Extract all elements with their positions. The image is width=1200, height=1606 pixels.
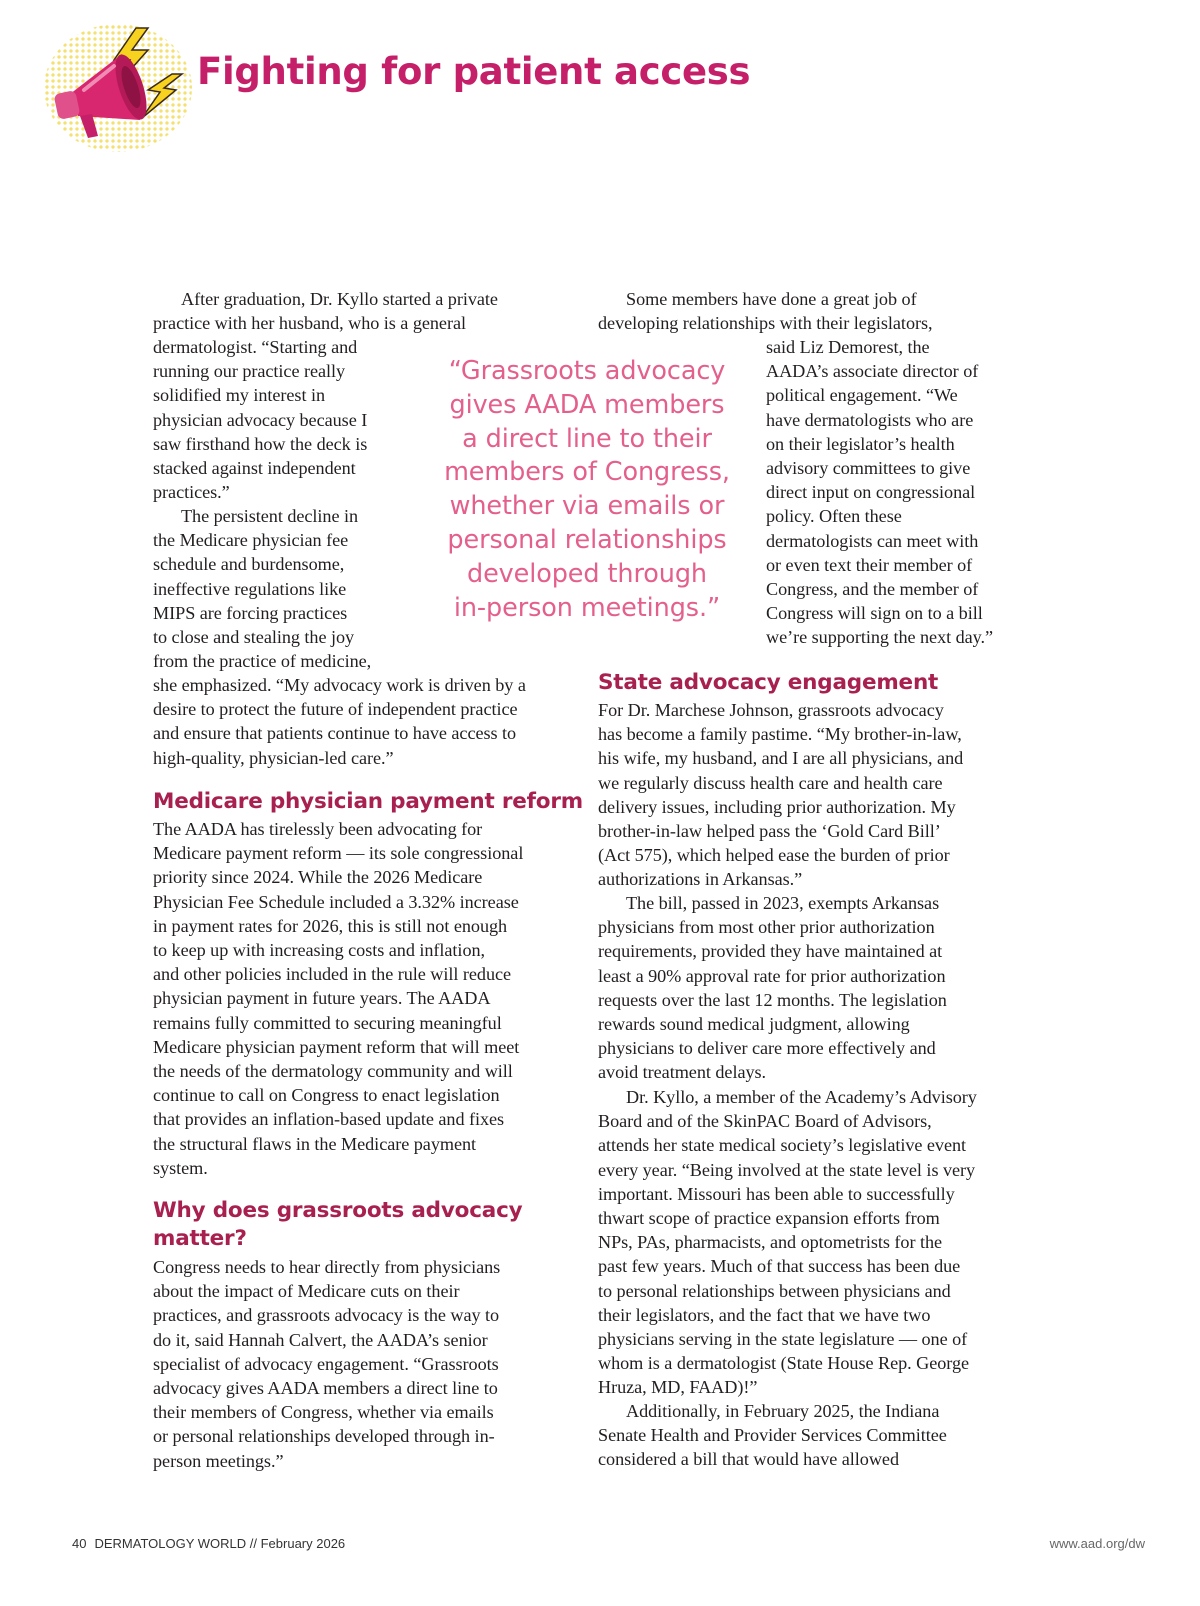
paragraph-kyllo-state: Dr. Kyllo, a member of the Academy’s Advisory Board and of the SkinPAC Board of Advisors, attends her state medical society’s legislative event every year. “Being involved at the state level is very important. Missouri has been able to successfully thwart scope of practice expansion efforts from NPs, PAs, pharmacists, and optometrists for the past few years. Much of that success has been due to personal relationships between physicians and their legislators, and the fact that we have two physicians serving in the state legislature — one of whom is a dermatologist (State House Rep. George Hruza, MD, FAAD)!”: [598, 1087, 977, 1398]
heading-state-advocacy: State advocacy engagement: [598, 670, 939, 695]
left-decline-end: she emphasized. “My advocacy work is driven by a desire to protect the future of independent practice and ensure that patients continue to have access to high-quality, physician-led care.”: [153, 675, 526, 768]
megaphone-illustration: [44, 20, 194, 150]
footer-url: www.aad.org/dw: [1049, 1536, 1145, 1551]
page-number: 40: [72, 1536, 87, 1551]
left-intro-paragraph: After graduation, Dr. Kyllo started a private practice with her husband, who is a general: [153, 289, 498, 334]
paragraph-johnson: For Dr. Marchese Johnson, grassroots advocacy has become a family pastime. “My brother-in-law, his wife, my husband, and I are all physicians, and we regularly discuss health care and health care delivery issues, including prior authorization. My brother-in-law helped pass the ‘Gold Card Bill’ (Act 575), which helped ease the burden of prior authorizations in Arkansas.”: [598, 700, 964, 890]
right-liz-wrap: said Liz Demorest, the AADA’s associate director of political engagement. “We have dermatologists who are on their legislator’s health advisory committees to give direct input on congressional policy. Often these dermatologists can meet with or even text their member of Congress, and the member of Congress will sign on to a bill we’re supporting the next day.”: [766, 337, 994, 648]
paragraph-medicare-reform: The AADA has tirelessly been advocating for Medicare payment reform — its sole congressional priority since 2024. While the 2026 Medicare Physician Fee Schedule included a 3.32% increase in payment rates for 2026, this is still not enough to keep up with increasing costs and inflation, and other policies included in the rule will reduce physician payment in future years. The AADA remains fully committed to securing meaningful Medicare physician payment reform that will meet the needs of the dermatology community and will continue to call on Congress to enact legislation that provides an inflation-based update and fixes the structural flaws in the Medicare payment system.: [153, 819, 524, 1178]
paragraph-gold-card-bill: The bill, passed in 2023, exempts Arkansas physicians from most other prior authorization requirements, provided they have maintained at least a 90% approval rate for prior authorization requests over the last 12 months. The legislation rewards sound medical judgment, allowing physicians to deliver care more effectively and avoid treatment delays.: [598, 893, 947, 1083]
megaphone-icon: [44, 20, 194, 150]
article-title: Fighting for patient access: [197, 50, 751, 93]
left-quote-wrap: dermatologist. “Starting and running our practice really solidified my interest in physician advocacy because I saw firsthand how the deck is stacked against independent practices.”: [153, 337, 368, 503]
heading-why-grassroots: Why does grassroots advocacy matter?: [153, 1198, 523, 1251]
paragraph-indiana: Additionally, in February 2025, the Indiana Senate Health and Provider Services Committee considered a bill that would have allowed: [598, 1401, 947, 1470]
pull-quote: “Grassroots advocacy gives AADA members a direct line to their members of Congress, whether via emails or personal relationships developed through in-person meetings.”: [444, 356, 730, 623]
paragraph-grassroots: Congress needs to hear directly from physicians about the impact of Medicare cuts on their practices, and grassroots advocacy is the way to do it, said Hannah Calvert, the AADA’s senior specialist of advocacy engagement. “Grassroots advocacy gives AADA members a direct line to their members of Congress, whether via emails or personal relationships developed through in- person meetings.”: [153, 1257, 501, 1471]
footer-left: [72, 1536, 345, 1551]
heading-medicare-payment-reform: Medicare physician payment reform: [153, 789, 583, 814]
publication-line: DERMATOLOGY WORLD // February 2026: [94, 1536, 346, 1551]
left-decline-wrap: The persistent decline in the Medicare physician fee schedule and burdensome, ineffective regulations like MIPS are forcing practices to close and stealing the joy from the practice of medicine,: [153, 506, 372, 672]
right-intro-paragraph: Some members have done a great job of developing relationships with their legislators,: [598, 289, 933, 334]
